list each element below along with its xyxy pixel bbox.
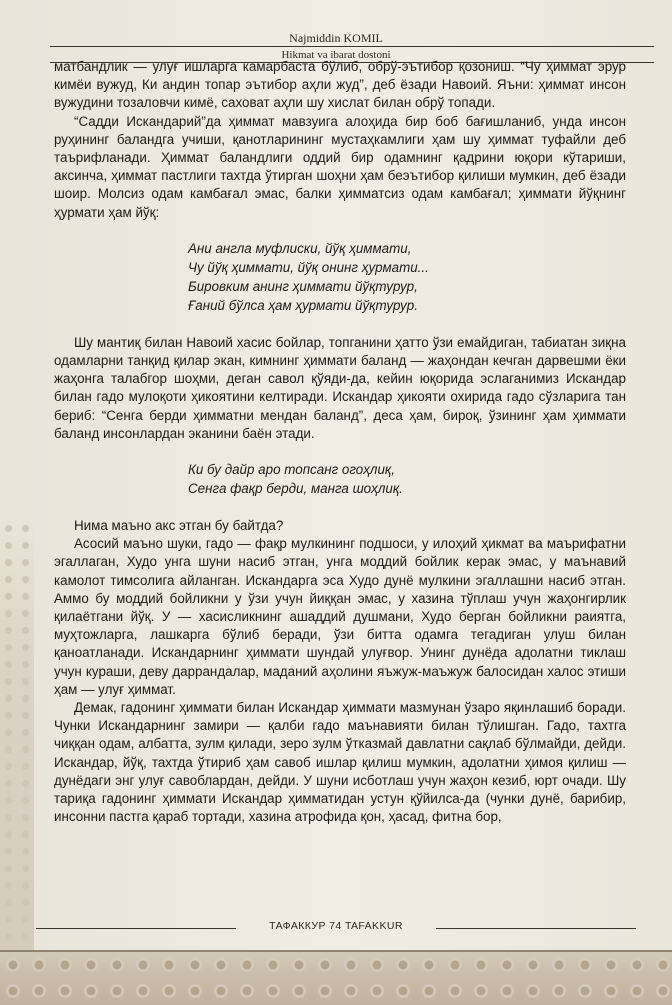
footer-rule-right [436,928,636,929]
paragraph-2: “Садди Искандарий”да ҳиммат мавзуига алоҳида бир боб бағишланиб, унда инсон руҳининг баландга учиши, қанотларининг мустаҳкамлиги ҳам шу ҳиммат туфайли деб таърифланади. Ҳиммат баландлиги оддий бир одамнинг қадрини юқори кўтариши, аксинча, ҳиммат пастлиги тахтда ўтирган шоҳни ҳам беэътибор қилиши мумкин, деб ёзади шоир. Молсиз одам камбағал эмас, балки ҳимматсиз одам камбағал; ҳиммати йўқнинг ҳурмати ҳам йўқ: [54,113,626,220]
header-author: Najmiddin KOMIL [289,31,383,45]
page-footer [0,917,672,937]
verse-line: Бировким анинг ҳиммати йўқтурур, [188,278,418,294]
article-body [54,58,626,827]
paragraph-5: Асосий маъно шуки, гадо — фақр мулкининг подшоси, у илоҳий ҳикмат ва маърифатни эгаллаган, Худо унга шуни насиб этган, унга моддий бойлик керак эмас, у маънавий камолот тимсолига айланган. Искандарга эса Худо дунё мулкини эгаллашни насиб этган. Аммо бу моддий бойликни у ўзи учун йиққан эмас, у хазина тўплаш учун жаҳонгирлик қилаётгани йўқ. У — хасисликнинг ашаддий душмани, Худо берган бойликни раиятга, муҳтожларга, лашкарга бўлиб беради, ўзи битта одамга тегадиган улуш билан қаноатланади. Искандарнинг ҳиммати шундай улуғвор. Унинг дунёда адолатни тиклаш учун кураши, деву даррандалар, маданий аҳолини яъжуж-маъжуж балосидан халос этиши ҳам — улуғ ҳиммат. [54,536,626,697]
footer-page-label: ТАФАККУР 74 TAFAKKUR [269,920,403,932]
verse-line: Сенга фақр берди, манга шоҳлиқ. [188,481,403,497]
paragraph-6: Демак, гадонинг ҳиммати билан Искандар ҳиммати мазмунан ўзаро яқинлашиб боради. Чунки Искандарнинг замири — қалби гадо маънавияти билан тўлишган. Гадо, тахтга чиққан одам, албатта, зулм қилади, зеро зулм ўтказмай давлатни сақлаб бўлмайди, дейди. Искандар, йўқ, тахтда ўтириб ҳам савоб ишлар қилиш мумкин, адолатни ҳимоя қилиш — дунёдаги энг улуғ савоблардан, дейди. У шуни исботлаш учун жаҳон кезиб, юрт очади. Шу тариқа гадонинг ҳиммати Искандар ҳимматидан устун қўйилса-да (чунки дунё, барибир, инсонни пастга қараб тортади, хазина атрофида қон, ҳасад, фитна бор, [54,700,626,825]
verse-line: Ани англа муфлиски, йўқ ҳиммати, [188,240,412,256]
header-subtitle: Hikmat va ibarat dostoni [281,49,391,61]
verse-line: Ғаний бўлса ҳам ҳурмати йўқтурур. [188,297,418,313]
paragraph-1: матбандлик — улуғ ишларга камарбаста бўлиб, обрў-эътибор қозониш. “Чу ҳиммат эрур кимёи вужуд, Ки андин топар эътибор аҳли жуд”, деб ёзади Навоий. Яъни: ҳиммат инсон вужудини тозаловчи кимё, саховат аҳли шу хислат билан обрў топади. [54,59,626,111]
verse-line: Чу йўқ ҳиммати, йўқ онинг ҳурмати... [188,259,429,275]
decorative-ornament-bottom [0,952,672,1005]
verse-line: Ки бу дайр аро топсанг огоҳлиқ, [188,462,395,478]
verse-block-2 [188,460,626,498]
verse-block-1 [188,239,626,315]
paragraph-3: Шу мантиқ билан Навоий хасис бойлар, топганини ҳатто ўзи емайдиган, табиатан зиқна одамларни танқид қилар экан, кимнинг ҳиммати баланд — жаҳондан кечган дарвешми ёки жаҳонга талабгор шоҳми, деган савол қўяди-да, кейин юқорида эслаганимиз Искандар билан гадо мулоқоти ҳикоятини келтиради. Искандар ҳикояти охирида гадо сўзларига тан бериб: “Сенга берди ҳимматни мендан баланд”, деса ҳам, бироқ, ўзининг ҳам ҳиммати баланд инсонлардан эканини баён этади. [54,334,626,441]
paragraph-question: Нима маъно акс этган бу байтда? [74,518,284,534]
